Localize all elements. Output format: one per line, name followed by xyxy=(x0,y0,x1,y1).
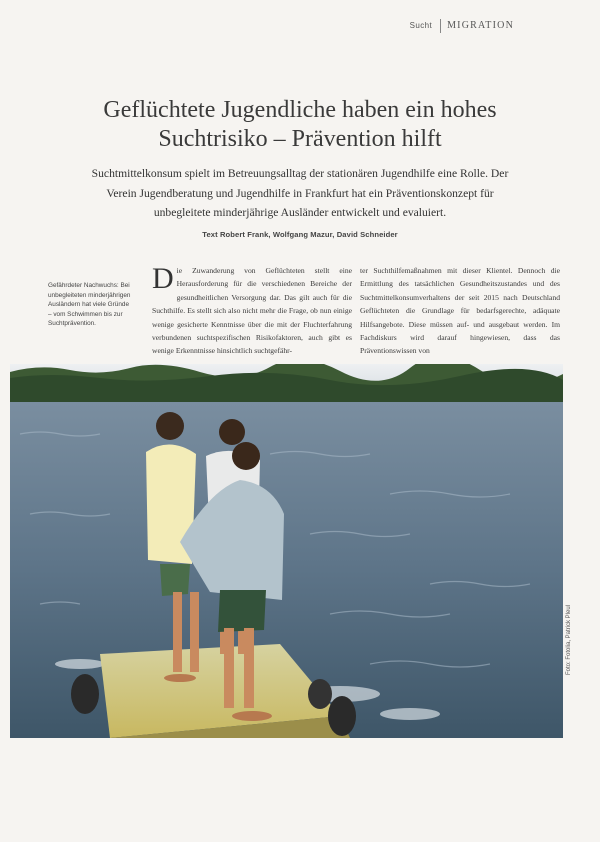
body-column-2 xyxy=(360,264,560,358)
photo-caption: Gefährdeter Nachwuchs: Bei unbegleiteten minderjährigen Ausländern hat viele Gründe – vom Schwimmen bis zur Suchtprävention. xyxy=(48,282,131,328)
running-header xyxy=(410,19,514,33)
photo-illustration xyxy=(10,364,563,738)
body-text-1: ie Zuwanderung von Geflüchteten stellt eine Herausforderung für die verschiedenen Bereiche der gesundheitlichen Versorgung dar. Das gilt auch für die Suchthilfe. Es stellt sich also nicht mehr die Frage, ob nun einige wenige gesicherte Kenntnisse über die mit der Fluchterfahrung verbundenen suchtspezifischen Risikofaktoren, auch gibt es wenige Erkenntnisse hinsichtlich suchtgefähr- xyxy=(152,266,352,356)
article-lead: Suchtmittelkonsum spielt im Betreuungsalltag der stationären Jugendhilfe eine Rolle. Der Verein Jugendberatung und Jugendhilfe in Frankfurt hat ein Präventionskonzept für unbegleitete minderjährige Ausländer entwickelt und evaluiert. xyxy=(91,167,509,219)
page-number: Sucht xyxy=(409,21,433,31)
header-divider xyxy=(440,19,441,33)
drop-cap: D xyxy=(152,262,174,295)
section-title: MIGRATION xyxy=(447,20,514,32)
body-column-1 xyxy=(152,264,352,358)
photo-credit: Foto: Fotolia, Patrick Pleul xyxy=(566,604,572,675)
lead-photo xyxy=(10,364,563,738)
body-text-2: ter Suchthilfemaßnahmen mit dieser Klientel. Dennoch die Ermittlung des tatsächlichen Gesundheitszustandes und des Suchtmittelkonsumverhaltens der seit 2015 nach Deutschland Geflüchteten die Grundlage für bedarfsgerechte, adäquate Hilfsangebote. Diese müssen auf- und ausgebaut werden. Im Fachdiskurs wird darauf hingewiesen, dass das Präventionswissen von xyxy=(360,266,560,356)
article-byline: Text Robert Frank, Wolfgang Mazur, David Schneider xyxy=(202,230,398,239)
article-headline: Geflüchtete Jugendliche haben ein hohes Suchtrisiko – Prävention hilft xyxy=(103,97,497,152)
